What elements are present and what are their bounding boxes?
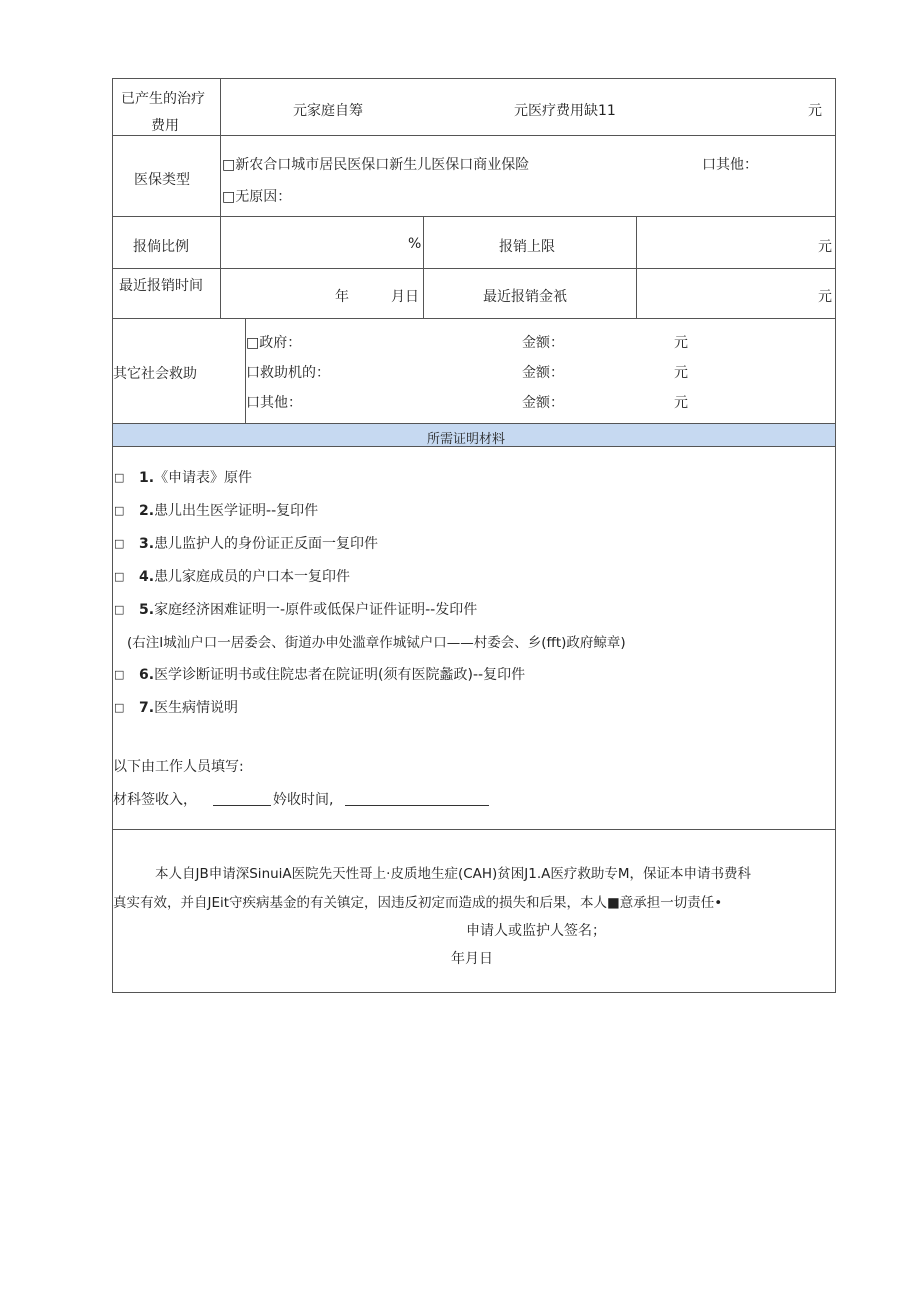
social-aid-label: 其它社会救助 [113,366,197,382]
material-item: 7.医生病情说明 [139,700,239,716]
treatment-label-line1: 已产生的治疗 [121,91,205,107]
col-divider [636,216,637,318]
treatment-label-line2: 费用 [151,118,179,134]
staff-heading: 以下由工作人员填写: [113,759,244,775]
treatment-unit: 元 [808,103,822,119]
reimbursement-limit-label: 报销上限 [499,239,555,255]
date-month-day: 月日 [391,289,419,305]
checkbox-icon[interactable]: □ [114,471,125,484]
row-divider [112,318,836,319]
received-by-field[interactable] [213,804,271,806]
date-year: 年 [335,289,349,305]
aid-source-agency[interactable]: 口救助机的： [246,365,330,381]
last-reimbursement-amount-unit: 元 [818,289,832,305]
reimbursement-ratio-unit: % [408,236,422,252]
material-item: 2.患儿出生医学证明--复印件 [139,503,319,519]
aid-unit: 元 [674,365,688,381]
last-reimbursement-time-label: 最近报销时间 [119,278,203,294]
family-self-funded: 元家庭自筹 [293,103,363,119]
received-time-field[interactable] [345,804,489,806]
aid-unit: 元 [674,335,688,351]
col-divider [423,216,424,318]
checkbox-icon[interactable]: □ [114,668,125,681]
aid-source-other[interactable]: 口其他： [246,395,302,411]
checkbox-icon[interactable]: □ [114,504,125,517]
checkbox-icon[interactable]: □ [114,570,125,583]
signature-date: 年月日 [451,951,493,967]
last-reimbursement-amount-label: 最近报销金衹 [483,289,567,305]
insurance-none-option[interactable]: □无原因： [222,189,292,205]
received-by-label: 材科签收入， [113,792,197,808]
materials-note: (右注I城汕户口一居委会、街道办申处滥章作城铽户口——村委会、乡(fft)政府鲸章) [127,635,626,651]
signature-label: 申请人或监护人签名； [466,923,606,939]
insurance-label: 医保类型 [134,172,190,188]
row-divider [112,829,836,830]
material-item: 1.《申请表》原件 [139,470,253,486]
aid-amount-label: 金额： [522,335,564,351]
aid-unit: 元 [674,395,688,411]
material-item: 5.家庭经济困难证明一-原件或低保户证件证明--发印件 [139,602,478,618]
medical-gap: 元医疗费用缺11 [514,103,616,119]
material-item: 6.医学诊断证明书或住院忠者在院证明(须有医院蠡政)--复印件 [139,667,526,683]
checkbox-icon[interactable]: □ [114,537,125,550]
checkbox-icon[interactable]: □ [114,701,125,714]
col-divider [220,78,221,318]
aid-amount-label: 金额： [522,365,564,381]
declaration-line2: 真实有效，并自JEit守疾病基金的有关镇定，因违反初定而造成的损失和后果，本人■意承担一切责任• [113,895,723,911]
declaration-line1: 本人自JB申请深SinuiA医院先天性哥上·皮质地生症(CAH)贫困J1.A医疗救助专M，保证本申请书费科 [155,866,752,882]
reimbursement-limit-unit: 元 [818,239,832,255]
materials-header: 所需证明材料 [427,432,506,447]
material-item: 3.患儿监护人的身份证正反面一复印件 [139,536,379,552]
aid-source-government[interactable]: □政府： [246,335,302,351]
aid-amount-label: 金额： [522,395,564,411]
received-time-label: 妗收时间, [273,792,334,808]
material-item: 4.患儿家庭成员的户口本一复印件 [139,569,351,585]
reimbursement-ratio-label: 报倘比例 [133,239,189,255]
insurance-other-option[interactable]: 口其他： [702,157,758,173]
insurance-options[interactable]: □新农合口城市居民医保口新生儿医保口商业保险 [222,157,530,173]
checkbox-icon[interactable]: □ [114,603,125,616]
